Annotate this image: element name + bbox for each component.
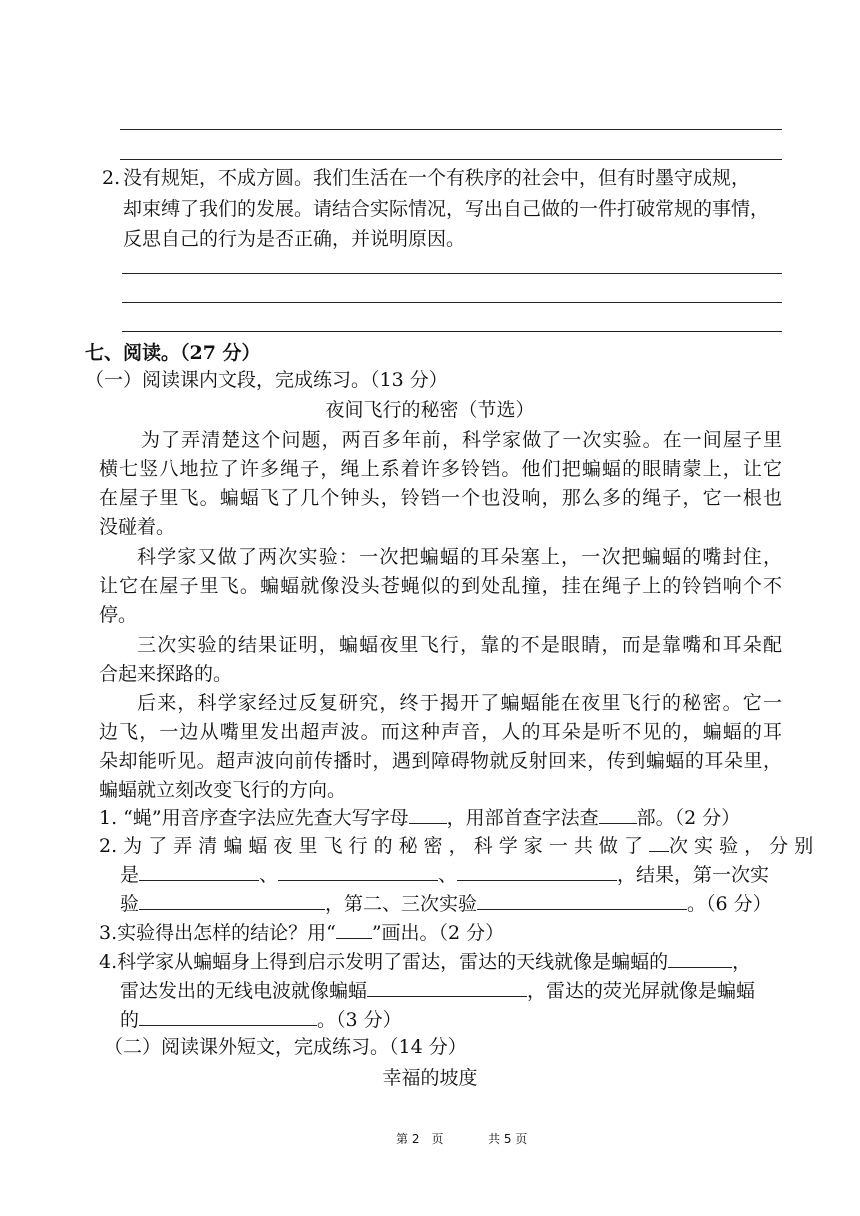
passage-title: 幸福的坡度 (382, 1067, 478, 1089)
answer-blank[interactable] (139, 1007, 317, 1026)
passage-line: 合起来探路的。 (99, 663, 233, 685)
part-heading: （二）阅读课外短文，完成练习。（14 分） (104, 1036, 467, 1058)
exercise-text: 2. 为 了 弄 清 蝙 蝠 夜 里 飞 行 的 秘 密 ， 科 学 家 一 共 做 了 (99, 835, 643, 857)
exercise-text: 雷达发出的无线电波就像蝙蝠 (120, 980, 368, 1002)
exercise-4 (99, 946, 751, 978)
exercise-4-line (120, 975, 755, 1007)
exercise-text: 是 (120, 864, 140, 886)
answer-line (120, 129, 782, 130)
answer-blank[interactable] (599, 805, 637, 824)
question-text-line: 没有规矩，不成方圆。我们生活在一个有秩序的社会中，但有时墨守成规， (123, 167, 751, 189)
exercise-3 (99, 917, 504, 949)
page-number: 第 2 页 (396, 1132, 444, 1146)
answer-blank[interactable] (649, 833, 669, 852)
page-total: 共 5 页 (488, 1132, 528, 1146)
passage-line: 三次实验的结果证明，蝙蝠夜里飞行，靠的不是眼睛，而是靠嘴和耳朵配 (137, 634, 782, 656)
exercise-text: ”画出。（2 分） (371, 922, 505, 944)
answer-blank[interactable] (139, 891, 325, 910)
passage-line: 停。 (99, 604, 138, 626)
answer-blank[interactable] (668, 949, 732, 968)
answer-line (122, 331, 782, 332)
exercise-2 (99, 830, 813, 862)
exercise-text: ，用部首查字法查 (446, 807, 599, 829)
answer-blank[interactable] (278, 862, 438, 881)
answer-line (120, 159, 782, 160)
exercise-text: 1. “蝇”用音序查字法应先查大写字母 (99, 807, 409, 829)
exercise-text: ，雷达的荧光屏就像是蝙蝠 (527, 980, 756, 1002)
exercise-text: 部。（2 分） (636, 807, 741, 829)
exercise-text: 验 (120, 893, 140, 915)
exercise-text: 3.实验得出怎样的结论？用“ (99, 922, 336, 944)
answer-blank[interactable] (139, 862, 259, 881)
exercise-2-line (120, 888, 772, 920)
passage-line: 横七竖八地拉了许多绳子，绳上系着许多铃铛。他们把蝙蝠的眼睛蒙上，让它 (99, 458, 782, 480)
answer-line (122, 273, 782, 274)
passage-title: 夜间飞行的秘密（节选） (325, 399, 535, 421)
section-heading: 七、阅读。（27 分） (85, 342, 261, 364)
exercise-2-line (120, 859, 769, 891)
passage-line: 没碰着。 (99, 516, 176, 538)
answer-blank[interactable] (409, 805, 447, 824)
exercise-text: 的 (120, 1009, 140, 1031)
passage-line: 让它在屋子里飞。蝙蝠就像没头苍蝇似的到处乱撞，挂在绳子上的铃铛响个不 (99, 575, 782, 597)
exercise-text: 、 (438, 864, 458, 886)
answer-blank[interactable] (367, 978, 527, 997)
question-text-line: 反思自己的行为是否正确，并说明原因。 (123, 228, 466, 250)
passage-line: 在屋子里飞。蝙蝠飞了几个钟头，铃铛一个也没响，那么多的绳子，它一根也 (99, 487, 782, 509)
answer-blank[interactable] (477, 891, 687, 910)
exercise-text: 、 (259, 864, 279, 886)
passage-line: 蝙蝠就立刻改变飞行的方向。 (99, 779, 347, 801)
exercise-text: 。（6 分） (687, 893, 772, 915)
answer-line (122, 302, 782, 303)
exercise-text: 次 实 验 ， 分 别 (669, 835, 814, 857)
passage-line: 边飞，一边从嘴里发出超声波。而这种声音，人的耳朵是听不见的，蝙蝠的耳 (99, 721, 782, 743)
passage-line: 朵却能听见。超声波向前传播时，遇到障碍物就反射回来，传到蝙蝠的耳朵里， (99, 750, 782, 772)
exercise-text: 4.科学家从蝙蝠身上得到启示发明了雷达，雷达的天线就像是蝙蝠的 (99, 951, 669, 973)
question-text-line: 却束缚了我们的发展。请结合实际情况，写出自己做的一件打破常规的事情， (123, 198, 770, 220)
passage-line: 后来，科学家经过反复研究，终于揭开了蝙蝠能在夜里飞行的秘密。它一 (137, 692, 782, 714)
question-number: 2. (102, 167, 121, 189)
answer-blank[interactable] (457, 862, 617, 881)
passage-line: 为了弄清楚这个问题，两百多年前，科学家做了一次实验。在一间屋子里 (141, 429, 782, 451)
exercise-text: ，结果，第一次实 (617, 864, 770, 886)
part-heading: （一）阅读课内文段，完成练习。（13 分） (85, 369, 448, 391)
underline-mark (336, 920, 372, 939)
passage-line: 科学家又做了两次实验：一次把蝙蝠的耳朵塞上，一次把蝙蝠的嘴封住， (137, 546, 782, 568)
exercise-text: ， (732, 951, 752, 973)
exercise-text: 。（3 分） (317, 1009, 402, 1031)
exercise-text: ，第二、三次实验 (325, 893, 478, 915)
